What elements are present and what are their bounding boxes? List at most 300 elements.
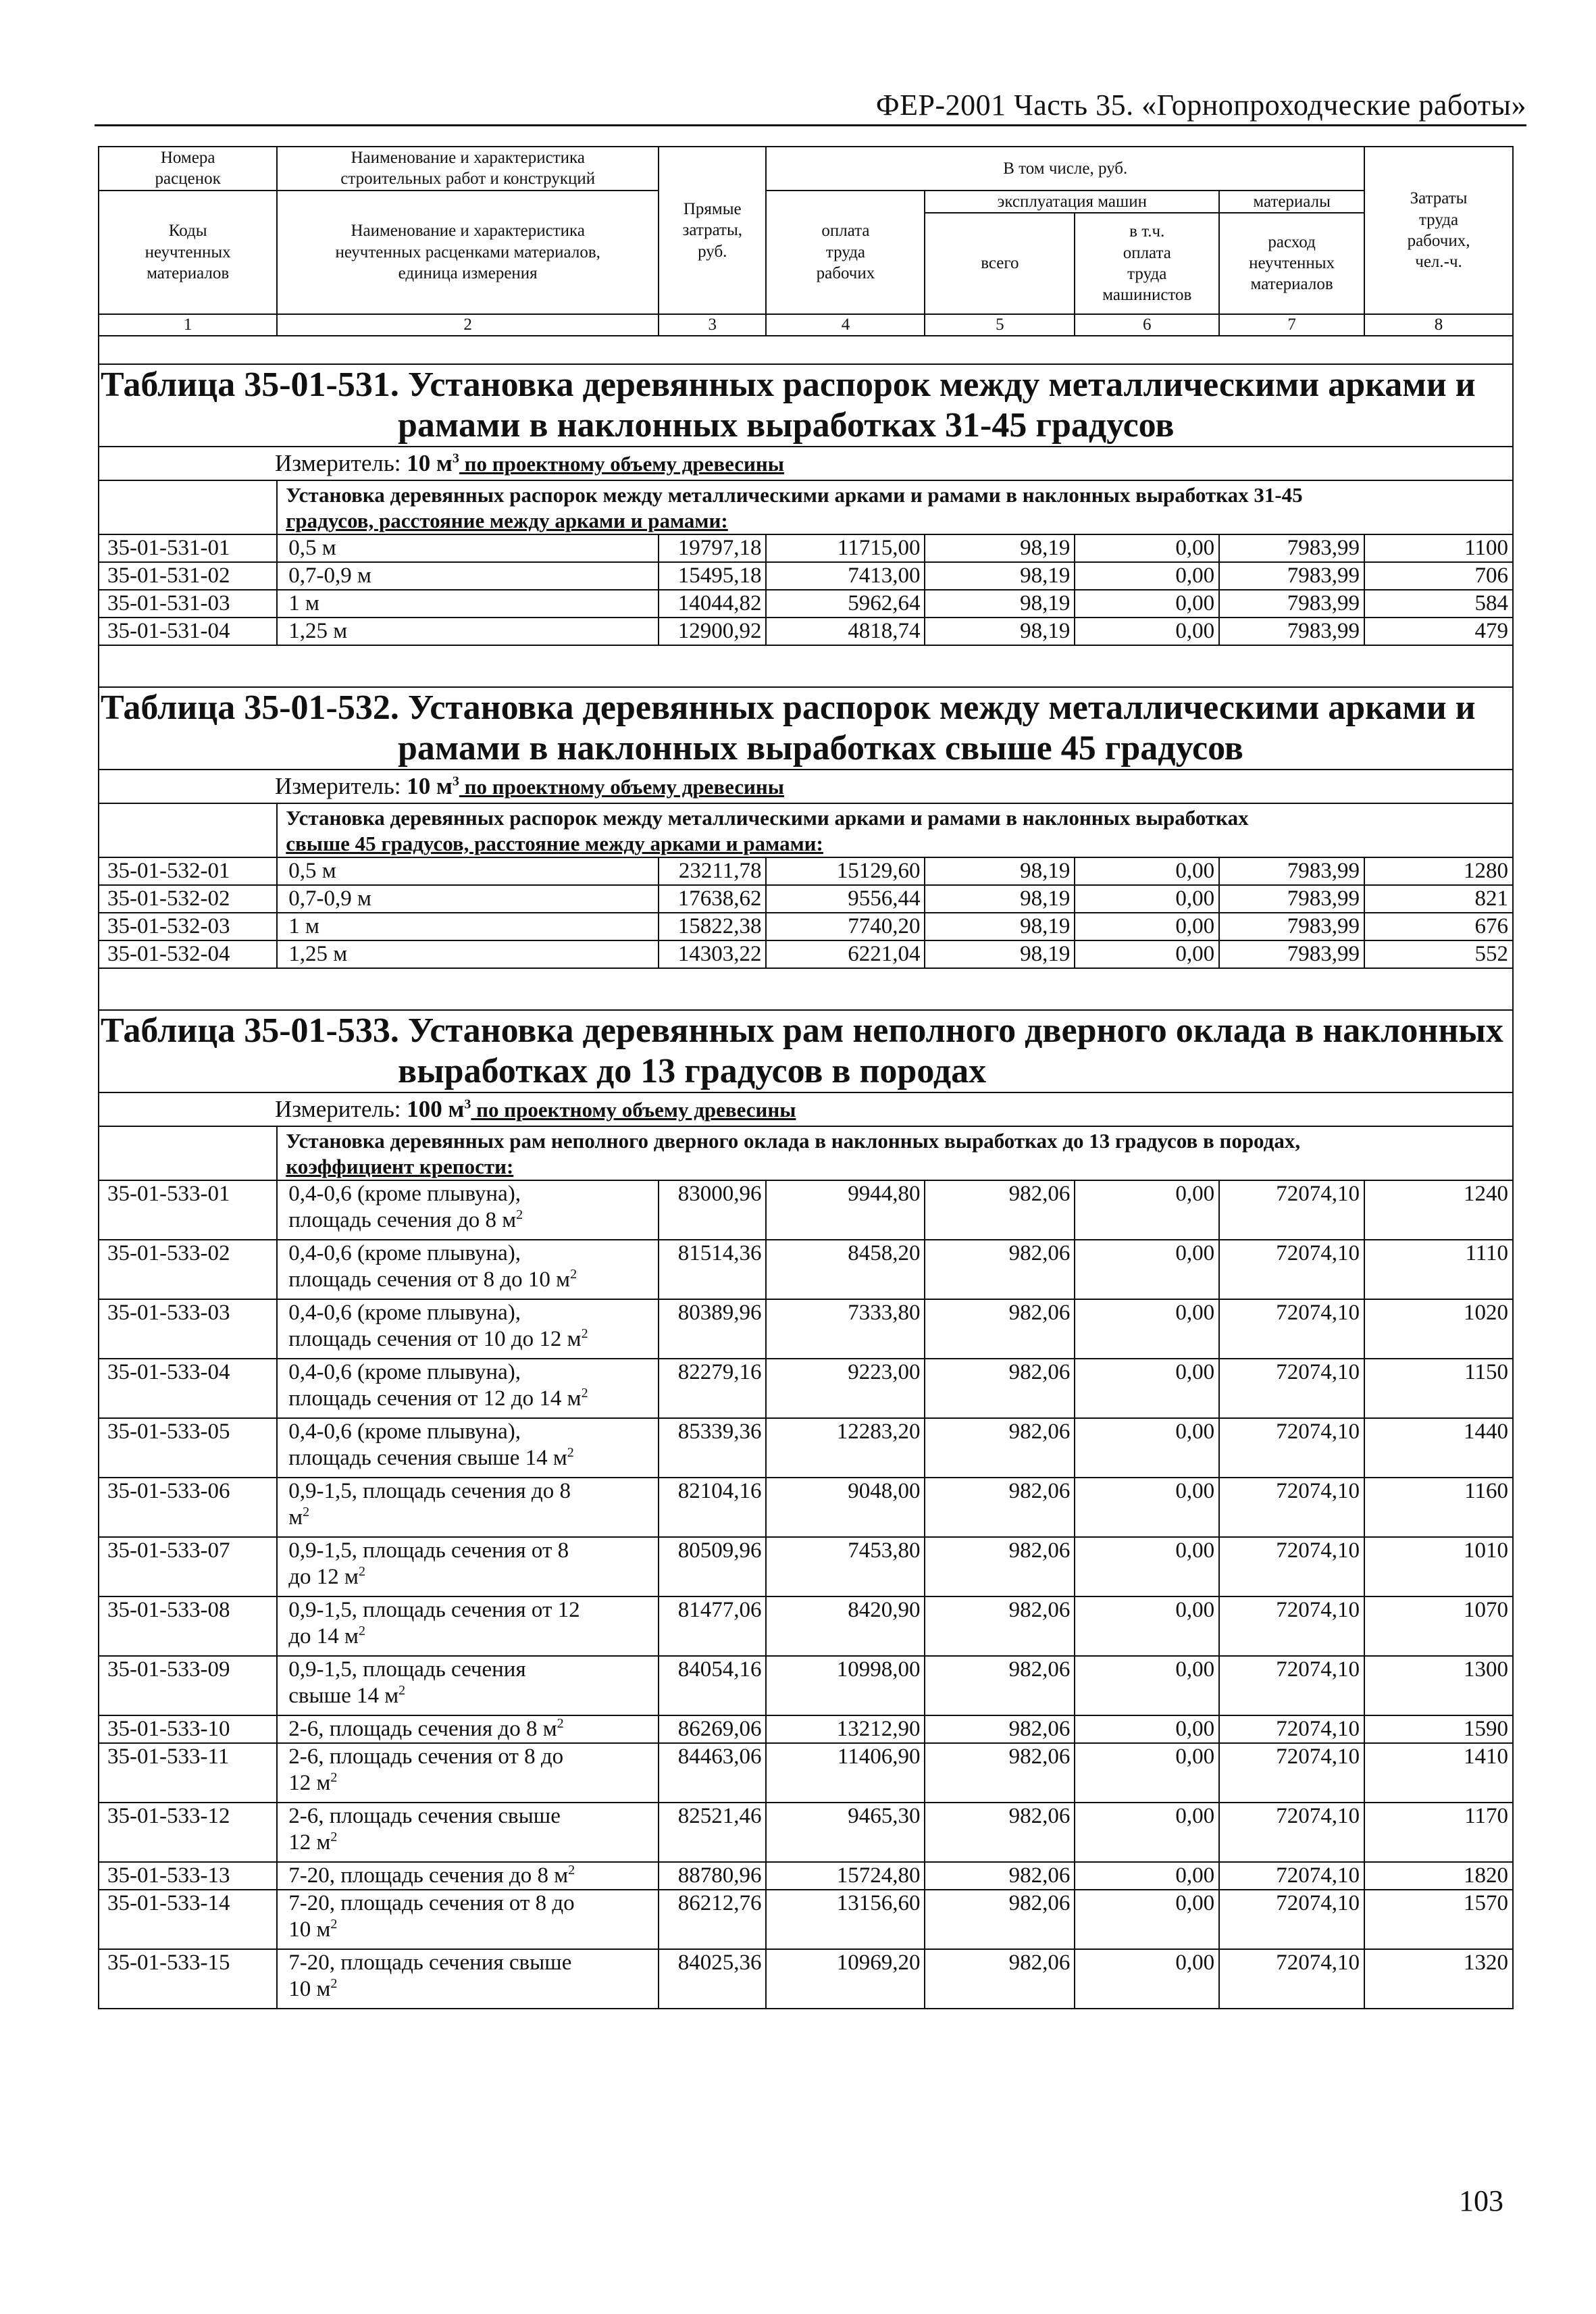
labor-cost: 5962,64 bbox=[766, 590, 925, 618]
operators-cost: 0,00 bbox=[1075, 1299, 1219, 1359]
labor-hours: 1440 bbox=[1364, 1418, 1513, 1478]
rate-code: 35-01-533-11 bbox=[99, 1743, 277, 1803]
operators-cost: 0,00 bbox=[1075, 1803, 1219, 1862]
materials-header: материалы bbox=[1219, 191, 1364, 213]
rate-name bbox=[277, 1240, 659, 1299]
rate-name-line-1: 2-6, площадь сечения до 8 $м^2$ bbox=[288, 1715, 564, 1741]
rate-code: 35-01-532-01 bbox=[99, 857, 277, 885]
col5-header: всего bbox=[925, 213, 1075, 314]
rate-name-line-1: 7-20, площадь сечения до 8 $м^2$ bbox=[288, 1862, 575, 1888]
materials-cost: 72074,10 bbox=[1219, 1890, 1364, 1949]
page-number: 103 bbox=[1459, 2184, 1503, 2217]
machines-cost: 982,06 bbox=[925, 1890, 1075, 1949]
rate-name-line-2: до 12 $м^2$ bbox=[288, 1563, 365, 1589]
rate-code: 35-01-533-01 bbox=[99, 1180, 277, 1240]
rate-name-line-1: 2-6, площадь сечения от 8 до bbox=[288, 1744, 564, 1769]
direct-cost: 84463,06 bbox=[659, 1743, 766, 1803]
table-title-line-1: Таблица 35-01-531. Установка деревянных распорок между металлическими арками и bbox=[101, 365, 1476, 404]
materials-cost: 72074,10 bbox=[1219, 1862, 1364, 1890]
operators-cost: 0,00 bbox=[1075, 1359, 1219, 1418]
table-title bbox=[99, 687, 1513, 770]
materials-cost: 72074,10 bbox=[1219, 1656, 1364, 1715]
description bbox=[277, 803, 1513, 857]
operators-cost: 0,00 bbox=[1075, 562, 1219, 590]
rate-name-line-2: площадь сечения от 8 до 10 $м^2$ bbox=[288, 1266, 577, 1292]
labor-cost: 9223,00 bbox=[766, 1359, 925, 1418]
description-code-cell bbox=[99, 803, 277, 857]
materials-cost: 72074,10 bbox=[1219, 1299, 1364, 1359]
rate-name-line-2: площадь сечения свыше 14 $м^2$ bbox=[288, 1444, 574, 1470]
superscript: 2 bbox=[398, 1682, 406, 1698]
rate-name-line-1: 0,9-1,5, площадь сечения от 8 bbox=[288, 1538, 569, 1563]
rate-code: 35-01-533-13 bbox=[99, 1862, 277, 1890]
column-number-7: 7 bbox=[1219, 314, 1364, 336]
rate-name: 1,25 м bbox=[277, 940, 659, 968]
direct-cost: 82104,16 bbox=[659, 1478, 766, 1537]
operators-cost: 0,00 bbox=[1075, 857, 1219, 885]
column-numbers-row bbox=[99, 314, 1513, 336]
materials-cost: 7983,99 bbox=[1219, 857, 1364, 885]
labor-hours: 1410 bbox=[1364, 1743, 1513, 1803]
description-line-1: Установка деревянных распорок между металлическими арками и рамами в наклонных выработках 31-45 bbox=[286, 482, 1303, 507]
table-row bbox=[99, 1596, 1513, 1656]
table-row bbox=[99, 1537, 1513, 1596]
superscript: 3 bbox=[452, 451, 459, 466]
rate-code: 35-01-533-14 bbox=[99, 1890, 277, 1949]
direct-cost: 80509,96 bbox=[659, 1537, 766, 1596]
description bbox=[277, 480, 1513, 534]
machines-cost: 98,19 bbox=[925, 590, 1075, 618]
rate-code: 35-01-533-10 bbox=[99, 1715, 277, 1743]
column-number-8: 8 bbox=[1364, 314, 1513, 336]
direct-cost: 23211,78 bbox=[659, 857, 766, 885]
direct-cost: 86269,06 bbox=[659, 1715, 766, 1743]
column-header-row-2 bbox=[99, 191, 1513, 213]
rate-name bbox=[277, 1537, 659, 1596]
col1-header-bottom: Коды неучтенных материалов bbox=[99, 191, 277, 314]
operators-cost: 0,00 bbox=[1075, 1656, 1219, 1715]
column-header-row-1 bbox=[99, 147, 1513, 191]
description bbox=[277, 1126, 1513, 1180]
machines-cost: 98,19 bbox=[925, 534, 1075, 562]
materials-cost: 7983,99 bbox=[1219, 590, 1364, 618]
machines-header: эксплуатация машин bbox=[925, 191, 1219, 213]
labor-cost: 12283,20 bbox=[766, 1418, 925, 1478]
col2-header-top: Наименование и характеристика строительных работ и конструкций bbox=[277, 147, 659, 191]
materials-cost: 72074,10 bbox=[1219, 1537, 1364, 1596]
rate-name-line-2: 10 $м^2$ bbox=[288, 1916, 338, 1942]
col2-header-bottom: Наименование и характеристика неучтенных расценками материалов, единица измерения bbox=[277, 191, 659, 314]
table-row bbox=[99, 1418, 1513, 1478]
direct-cost: 14303,22 bbox=[659, 940, 766, 968]
rate-code: 35-01-531-02 bbox=[99, 562, 277, 590]
rate-code: 35-01-532-04 bbox=[99, 940, 277, 968]
materials-cost: 7983,99 bbox=[1219, 562, 1364, 590]
table-row bbox=[99, 1949, 1513, 2009]
table-title-line-2: рамами в наклонных выработках свыше 45 градусов bbox=[398, 728, 1243, 768]
measure-label: Измеритель: bbox=[275, 772, 407, 799]
labor-cost: 9944,80 bbox=[766, 1180, 925, 1240]
machines-cost: 982,06 bbox=[925, 1715, 1075, 1743]
direct-cost: 81514,36 bbox=[659, 1240, 766, 1299]
labor-cost: 7453,80 bbox=[766, 1537, 925, 1596]
operators-cost: 0,00 bbox=[1075, 1862, 1219, 1890]
rate-name-line-2: 12 $м^2$ bbox=[288, 1829, 338, 1855]
superscript: 2 bbox=[330, 1829, 338, 1844]
col6-header: в т.ч. оплата труда машинистов bbox=[1075, 213, 1219, 314]
rates-document bbox=[98, 146, 1514, 2009]
description-line-1: Установка деревянных распорок между металлическими арками и рамами в наклонных выработках bbox=[286, 805, 1249, 830]
labor-cost: 10998,00 bbox=[766, 1656, 925, 1715]
labor-hours: 1020 bbox=[1364, 1299, 1513, 1359]
measure-row bbox=[99, 1092, 1513, 1126]
materials-cost: 72074,10 bbox=[1219, 1715, 1364, 1743]
materials-cost: 72074,10 bbox=[1219, 1743, 1364, 1803]
direct-cost: 86212,76 bbox=[659, 1890, 766, 1949]
machines-cost: 98,19 bbox=[925, 562, 1075, 590]
labor-cost: 9465,30 bbox=[766, 1803, 925, 1862]
labor-hours: 821 bbox=[1364, 885, 1513, 913]
table-row bbox=[99, 940, 1513, 968]
materials-cost: 7983,99 bbox=[1219, 618, 1364, 645]
measure-rest: по проектному объему древесины bbox=[459, 774, 784, 799]
materials-cost: 72074,10 bbox=[1219, 1418, 1364, 1478]
column-number-6: 6 bbox=[1075, 314, 1219, 336]
rate-name bbox=[277, 1359, 659, 1418]
materials-cost: 7983,99 bbox=[1219, 534, 1364, 562]
rate-name-line-2: площадь сечения до 8 $м^2$ bbox=[288, 1207, 523, 1232]
description-line-2: свыше 45 градусов, расстояние между арками и рамами: bbox=[286, 831, 823, 855]
machines-cost: 982,06 bbox=[925, 1656, 1075, 1715]
direct-cost: 14044,82 bbox=[659, 590, 766, 618]
superscript: 2 bbox=[303, 1504, 310, 1519]
direct-cost: 88780,96 bbox=[659, 1862, 766, 1890]
rate-name bbox=[277, 1299, 659, 1359]
table-title bbox=[99, 1010, 1513, 1092]
rate-name: 0,5 м bbox=[277, 534, 659, 562]
labor-hours: 1070 bbox=[1364, 1596, 1513, 1656]
direct-cost: 85339,36 bbox=[659, 1418, 766, 1478]
superscript: 2 bbox=[568, 1862, 575, 1878]
labor-hours: 1240 bbox=[1364, 1180, 1513, 1240]
labor-hours: 552 bbox=[1364, 940, 1513, 968]
materials-cost: 72074,10 bbox=[1219, 1180, 1364, 1240]
materials-cost: 72074,10 bbox=[1219, 1240, 1364, 1299]
table-title-line-1: Таблица 35-01-532. Установка деревянных распорок между металлическими арками и bbox=[101, 688, 1476, 727]
rate-code: 35-01-533-02 bbox=[99, 1240, 277, 1299]
labor-cost: 13156,60 bbox=[766, 1890, 925, 1949]
measure-rest: по проектному объему древесины bbox=[459, 451, 784, 476]
rates-table bbox=[98, 146, 1514, 2009]
table-row bbox=[99, 1656, 1513, 1715]
operators-cost: 0,00 bbox=[1075, 1743, 1219, 1803]
measure-value: 10 $м^3$ bbox=[407, 772, 459, 799]
measure bbox=[99, 770, 1513, 803]
direct-cost: 80389,96 bbox=[659, 1299, 766, 1359]
operators-cost: 0,00 bbox=[1075, 1180, 1219, 1240]
operators-cost: 0,00 bbox=[1075, 534, 1219, 562]
rate-name bbox=[277, 1949, 659, 2009]
superscript: 2 bbox=[358, 1623, 365, 1638]
column-number-5: 5 bbox=[925, 314, 1075, 336]
rate-name bbox=[277, 1180, 659, 1240]
operators-cost: 0,00 bbox=[1075, 1478, 1219, 1537]
rate-name-line-1: 0,4-0,6 (кроме плывуна), bbox=[288, 1240, 521, 1265]
header-rule bbox=[95, 124, 1526, 126]
table-row bbox=[99, 1359, 1513, 1418]
labor-cost: 11715,00 bbox=[766, 534, 925, 562]
col3-header: Прямые затраты, руб. bbox=[659, 147, 766, 314]
rate-name bbox=[277, 1478, 659, 1537]
operators-cost: 0,00 bbox=[1075, 1949, 1219, 2009]
column-number-1: 1 bbox=[99, 314, 277, 336]
rate-code: 35-01-533-15 bbox=[99, 1949, 277, 2009]
rate-code: 35-01-531-04 bbox=[99, 618, 277, 645]
col1-header-top: Номера расценок bbox=[99, 147, 277, 191]
rate-name: 1,25 м bbox=[277, 618, 659, 645]
measure bbox=[99, 1092, 1513, 1126]
machines-cost: 982,06 bbox=[925, 1180, 1075, 1240]
rate-name: 1 м bbox=[277, 913, 659, 940]
direct-cost: 15495,18 bbox=[659, 562, 766, 590]
machines-cost: 98,19 bbox=[925, 940, 1075, 968]
machines-cost: 98,19 bbox=[925, 618, 1075, 645]
labor-hours: 1110 bbox=[1364, 1240, 1513, 1299]
table-row bbox=[99, 1743, 1513, 1803]
rate-code: 35-01-533-08 bbox=[99, 1596, 277, 1656]
col7-header: расход неучтенных материалов bbox=[1219, 213, 1364, 314]
rate-code: 35-01-531-03 bbox=[99, 590, 277, 618]
rate-name-line-2: до 14 $м^2$ bbox=[288, 1623, 365, 1649]
rate-name bbox=[277, 1656, 659, 1715]
materials-cost: 7983,99 bbox=[1219, 913, 1364, 940]
measure-value: 10 $м^3$ bbox=[407, 449, 459, 476]
superscript: 3 bbox=[464, 1097, 471, 1112]
labor-hours: 706 bbox=[1364, 562, 1513, 590]
labor-cost: 7740,20 bbox=[766, 913, 925, 940]
rate-name-line-1: 0,9-1,5, площадь сечения bbox=[288, 1657, 526, 1682]
operators-cost: 0,00 bbox=[1075, 913, 1219, 940]
labor-cost: 8458,20 bbox=[766, 1240, 925, 1299]
column-number-4: 4 bbox=[766, 314, 925, 336]
table-row bbox=[99, 534, 1513, 562]
table-title-row bbox=[99, 687, 1513, 770]
direct-cost: 19797,18 bbox=[659, 534, 766, 562]
labor-hours: 1570 bbox=[1364, 1890, 1513, 1949]
operators-cost: 0,00 bbox=[1075, 618, 1219, 645]
rate-code: 35-01-533-12 bbox=[99, 1803, 277, 1862]
operators-cost: 0,00 bbox=[1075, 1537, 1219, 1596]
machines-cost: 982,06 bbox=[925, 1418, 1075, 1478]
machines-cost: 982,06 bbox=[925, 1537, 1075, 1596]
direct-cost: 15822,38 bbox=[659, 913, 766, 940]
table-row bbox=[99, 885, 1513, 913]
rate-name bbox=[277, 1803, 659, 1862]
rate-code: 35-01-532-02 bbox=[99, 885, 277, 913]
rate-name: 1 м bbox=[277, 590, 659, 618]
rate-code: 35-01-532-03 bbox=[99, 913, 277, 940]
materials-cost: 7983,99 bbox=[1219, 885, 1364, 913]
superscript: 2 bbox=[330, 1976, 338, 1991]
table-title-line-2: выработках до 13 градусов в породах bbox=[398, 1051, 987, 1090]
rate-code: 35-01-533-03 bbox=[99, 1299, 277, 1359]
superscript: 3 bbox=[452, 774, 459, 789]
direct-cost: 17638,62 bbox=[659, 885, 766, 913]
rate-name-line-2: площадь сечения от 12 до 14 $м^2$ bbox=[288, 1385, 588, 1411]
rate-name: 0,7-0,9 м bbox=[277, 885, 659, 913]
superscript: 2 bbox=[581, 1385, 588, 1401]
labor-cost: 9048,00 bbox=[766, 1478, 925, 1537]
table-gap bbox=[99, 645, 1513, 687]
operators-cost: 0,00 bbox=[1075, 1418, 1219, 1478]
column-number-2: 2 bbox=[277, 314, 659, 336]
description-code-cell bbox=[99, 1126, 277, 1180]
machines-cost: 982,06 bbox=[925, 1862, 1075, 1890]
page-header: ФЕР-2001 Часть 35. «Горнопроходческие работы» bbox=[875, 89, 1526, 122]
machines-cost: 982,06 bbox=[925, 1949, 1075, 2009]
group-header: В том числе, руб. bbox=[766, 147, 1364, 191]
rate-name bbox=[277, 1743, 659, 1803]
measure-value: 100 $м^3$ bbox=[407, 1095, 471, 1122]
rate-code: 35-01-531-01 bbox=[99, 534, 277, 562]
table-gap bbox=[99, 968, 1513, 1010]
labor-hours: 1170 bbox=[1364, 1803, 1513, 1862]
operators-cost: 0,00 bbox=[1075, 885, 1219, 913]
measure-label: Измеритель: bbox=[275, 449, 407, 476]
operators-cost: 0,00 bbox=[1075, 1596, 1219, 1656]
superscript: 2 bbox=[330, 1769, 338, 1785]
rate-code: 35-01-533-04 bbox=[99, 1359, 277, 1418]
direct-cost: 84054,16 bbox=[659, 1656, 766, 1715]
table-title bbox=[99, 364, 1513, 447]
table-row bbox=[99, 1890, 1513, 1949]
table-title-row bbox=[99, 364, 1513, 447]
table-row bbox=[99, 1180, 1513, 1240]
table-row bbox=[99, 1862, 1513, 1890]
measure-row bbox=[99, 770, 1513, 803]
table-row bbox=[99, 913, 1513, 940]
description-row bbox=[99, 1126, 1513, 1180]
rate-name bbox=[277, 1596, 659, 1656]
labor-hours: 1100 bbox=[1364, 534, 1513, 562]
description-line-2: коэффициент крепости: bbox=[286, 1154, 514, 1178]
measure-rest: по проектному объему древесины bbox=[471, 1097, 796, 1122]
rate-name-line-2: 10 $м^2$ bbox=[288, 1976, 338, 2001]
direct-cost: 82279,16 bbox=[659, 1359, 766, 1418]
table-title-row bbox=[99, 1010, 1513, 1092]
labor-cost: 11406,90 bbox=[766, 1743, 925, 1803]
superscript: 2 bbox=[567, 1444, 574, 1460]
rate-name-line-1: 0,9-1,5, площадь сечения до 8 bbox=[288, 1478, 571, 1503]
rate-name-line-1: 0,4-0,6 (кроме плывуна), bbox=[288, 1419, 521, 1444]
table-row bbox=[99, 1715, 1513, 1743]
labor-hours: 1280 bbox=[1364, 857, 1513, 885]
description-line-1: Установка деревянных рам неполного дверного оклада в наклонных выработках до 13 градусов в породах, bbox=[286, 1128, 1301, 1153]
labor-cost: 6221,04 bbox=[766, 940, 925, 968]
materials-cost: 72074,10 bbox=[1219, 1949, 1364, 2009]
rate-name-line-2: площадь сечения от 10 до 12 $м^2$ bbox=[288, 1326, 588, 1351]
superscript: 2 bbox=[358, 1563, 365, 1579]
table-row bbox=[99, 1299, 1513, 1359]
rate-name-line-1: 0,4-0,6 (кроме плывуна), bbox=[288, 1300, 521, 1325]
gap-cell bbox=[99, 968, 1513, 1010]
rate-name: 0,7-0,9 м bbox=[277, 562, 659, 590]
labor-cost: 4818,74 bbox=[766, 618, 925, 645]
machines-cost: 982,06 bbox=[925, 1240, 1075, 1299]
labor-hours: 676 bbox=[1364, 913, 1513, 940]
rate-name-line-1: 7-20, площадь сечения от 8 до bbox=[288, 1890, 575, 1915]
materials-cost: 72074,10 bbox=[1219, 1359, 1364, 1418]
rate-code: 35-01-533-05 bbox=[99, 1418, 277, 1478]
measure-label: Измеритель: bbox=[275, 1095, 407, 1122]
labor-cost: 7333,80 bbox=[766, 1299, 925, 1359]
machines-cost: 982,06 bbox=[925, 1359, 1075, 1418]
superscript: 2 bbox=[330, 1916, 338, 1932]
rate-name-line-1: 7-20, площадь сечения свыше bbox=[288, 1950, 572, 1975]
rate-name-line-1: 0,4-0,6 (кроме плывуна), bbox=[288, 1181, 521, 1206]
labor-hours: 1010 bbox=[1364, 1537, 1513, 1596]
labor-cost: 7413,00 bbox=[766, 562, 925, 590]
gap-cell bbox=[99, 336, 1513, 364]
machines-cost: 982,06 bbox=[925, 1743, 1075, 1803]
machines-cost: 98,19 bbox=[925, 857, 1075, 885]
superscript: 2 bbox=[516, 1207, 523, 1222]
operators-cost: 0,00 bbox=[1075, 1890, 1219, 1949]
operators-cost: 0,00 bbox=[1075, 940, 1219, 968]
materials-cost: 72074,10 bbox=[1219, 1803, 1364, 1862]
rate-code: 35-01-533-07 bbox=[99, 1537, 277, 1596]
machines-cost: 982,06 bbox=[925, 1803, 1075, 1862]
description-code-cell bbox=[99, 480, 277, 534]
table-gap bbox=[99, 336, 1513, 364]
rate-name-line-2: $м^2$ bbox=[288, 1504, 310, 1530]
table-row bbox=[99, 1240, 1513, 1299]
direct-cost: 81477,06 bbox=[659, 1596, 766, 1656]
measure-row bbox=[99, 447, 1513, 480]
materials-cost: 72074,10 bbox=[1219, 1596, 1364, 1656]
superscript: 2 bbox=[570, 1266, 577, 1282]
table-row bbox=[99, 562, 1513, 590]
description-row bbox=[99, 480, 1513, 534]
machines-cost: 98,19 bbox=[925, 885, 1075, 913]
gap-cell bbox=[99, 645, 1513, 687]
rate-name bbox=[277, 1418, 659, 1478]
description-line-2: градусов, расстояние между арками и рамами: bbox=[286, 508, 728, 532]
operators-cost: 0,00 bbox=[1075, 1240, 1219, 1299]
table-row bbox=[99, 857, 1513, 885]
operators-cost: 0,00 bbox=[1075, 1715, 1219, 1743]
table-row bbox=[99, 618, 1513, 645]
direct-cost: 12900,92 bbox=[659, 618, 766, 645]
table-row bbox=[99, 1478, 1513, 1537]
labor-hours: 1300 bbox=[1364, 1656, 1513, 1715]
machines-cost: 982,06 bbox=[925, 1299, 1075, 1359]
labor-hours: 1160 bbox=[1364, 1478, 1513, 1537]
rate-name-line-2: свыше 14 $м^2$ bbox=[288, 1682, 406, 1708]
direct-cost: 84025,36 bbox=[659, 1949, 766, 2009]
col8-header: Затраты труда рабочих, чел.-ч. bbox=[1364, 147, 1513, 314]
superscript: 2 bbox=[581, 1326, 588, 1341]
machines-cost: 98,19 bbox=[925, 913, 1075, 940]
direct-cost: 83000,96 bbox=[659, 1180, 766, 1240]
superscript: 2 bbox=[557, 1715, 564, 1731]
labor-hours: 1320 bbox=[1364, 1949, 1513, 2009]
rate-name-line-1: 0,4-0,6 (кроме плывуна), bbox=[288, 1359, 521, 1384]
col4-header: оплата труда рабочих bbox=[766, 191, 925, 314]
rate-name-line-2: 12 $м^2$ bbox=[288, 1769, 338, 1795]
table-title-line-2: рамами в наклонных выработках 31-45 градусов bbox=[398, 405, 1175, 445]
table-row bbox=[99, 1803, 1513, 1862]
